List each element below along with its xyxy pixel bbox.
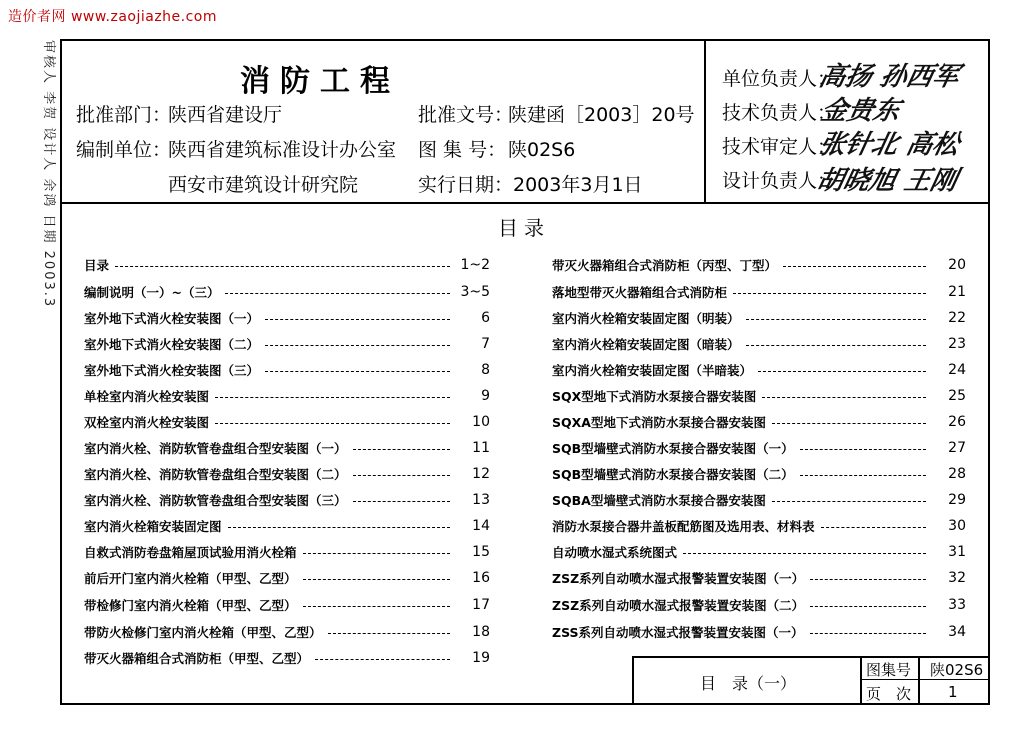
toc-row xyxy=(84,542,490,562)
leader-dashes xyxy=(810,633,926,634)
frame-bottom xyxy=(60,703,990,705)
atlas-no-label-box: 图集号 xyxy=(866,661,912,679)
frame-right xyxy=(988,39,990,705)
title-block-top xyxy=(632,656,990,658)
tech-approver-signature: 张针北 高松 xyxy=(816,130,962,160)
toc-row-title: 编制说明（一）~（三） xyxy=(84,285,220,300)
toc-row-page: 24 xyxy=(948,362,966,378)
toc-row xyxy=(84,386,490,406)
toc-row-title: ZSZ系列自动喷水湿式报警装置安装图（二） xyxy=(552,598,805,613)
toc-row xyxy=(552,255,966,275)
toc-row-page: 20 xyxy=(948,257,966,273)
tech-head-label: 技术负责人： xyxy=(722,102,837,124)
toc-row-page: 18 xyxy=(472,624,490,640)
atlas-no-value: 陕02S6 xyxy=(508,139,576,161)
toc-row xyxy=(84,464,490,484)
frame-top xyxy=(60,39,990,41)
toc-row-title: 室内消火栓箱安装固定图（暗装） xyxy=(552,337,740,352)
toc-row xyxy=(84,255,490,275)
toc-row xyxy=(552,568,966,588)
leader-dashes xyxy=(265,371,450,372)
toc-row xyxy=(84,412,490,432)
toc-row xyxy=(552,490,966,510)
toc-row-page: 26 xyxy=(948,414,966,430)
compiler-value-2: 西安市建筑设计研究院 xyxy=(168,174,359,196)
tech-approver-label: 技术审定人： xyxy=(722,136,837,158)
toc-row xyxy=(552,542,966,562)
leader-dashes xyxy=(353,501,450,502)
leader-dashes xyxy=(353,449,450,450)
design-head-signature: 胡晓旭 王刚 xyxy=(814,166,960,196)
toc-row-title: 前后开门室内消火栓箱（甲型、乙型） xyxy=(84,571,297,586)
toc-row xyxy=(552,282,966,302)
toc-row-title: ZSS系列自动喷水湿式报警装置安装图（一） xyxy=(552,625,804,640)
approver-value: 陕西省建设厅 xyxy=(168,104,283,126)
toc-row xyxy=(84,308,490,328)
leader-dashes xyxy=(683,553,926,554)
toc-row xyxy=(84,334,490,354)
toc-row-page: 34 xyxy=(948,624,966,640)
toc-row-page: 16 xyxy=(472,570,490,586)
toc-row-page: 13 xyxy=(472,492,490,508)
toc-row xyxy=(552,386,966,406)
toc-row-title: 消防水泵接合器井盖板配筋图及选用表、材料表 xyxy=(552,519,815,534)
header-divider xyxy=(60,202,990,204)
toc-row-page: 22 xyxy=(948,310,966,326)
side-strip-text: 审核人 李贺 设计人 余鸿 日期 2003.3 xyxy=(41,40,56,309)
toc-row-page: 29 xyxy=(948,492,966,508)
doc-no-value: 陕建函［2003］20号 xyxy=(508,104,695,126)
toc-row-page: 23 xyxy=(948,336,966,352)
toc-row-page: 32 xyxy=(948,570,966,586)
title-block-left xyxy=(632,656,634,704)
toc-row-title: 室内消火栓、消防软管卷盘组合型安装图（二） xyxy=(84,467,347,482)
toc-row-title: SQB型墙壁式消防水泵接合器安装图（二） xyxy=(552,467,794,482)
leader-dashes xyxy=(328,633,450,634)
compiler-value: 陕西省建筑标准设计办公室 xyxy=(168,139,397,161)
toc-row xyxy=(84,595,490,615)
toc-row xyxy=(552,438,966,458)
toc-row-page: 7 xyxy=(481,336,490,352)
title-block-divider-1 xyxy=(860,656,862,704)
effective-date-value: 2003年3月1日 xyxy=(513,174,643,196)
leader-dashes xyxy=(733,293,926,294)
leader-dashes xyxy=(315,659,450,660)
toc-row xyxy=(552,360,966,380)
toc-row xyxy=(552,622,966,642)
toc-row xyxy=(84,622,490,642)
toc-row xyxy=(552,308,966,328)
sheet-title: 目 录（一） xyxy=(700,674,797,693)
frame-left xyxy=(60,39,62,705)
leader-dashes xyxy=(800,449,926,450)
leader-dashes xyxy=(115,266,450,267)
toc-row-title: SQX型地下式消防水泵接合器安装图 xyxy=(552,389,757,404)
toc-row-page: 6 xyxy=(481,310,490,326)
toc-row-page: 1~2 xyxy=(460,257,490,273)
toc-row xyxy=(84,568,490,588)
leader-dashes xyxy=(303,579,450,580)
toc-title: 目录 xyxy=(498,216,550,240)
toc-row-title: 自救式消防卷盘箱屋顶试验用消火栓箱 xyxy=(84,545,297,560)
atlas-no-value-box: 陕02S6 xyxy=(930,661,984,679)
leader-dashes xyxy=(772,423,926,424)
leader-dashes xyxy=(353,475,450,476)
leader-dashes xyxy=(746,319,926,320)
toc-row-title: 室内消火栓箱安装固定图（明装） xyxy=(552,311,740,326)
leader-dashes xyxy=(783,266,926,267)
leader-dashes xyxy=(821,527,926,528)
watermark-text: 造价者网 www.zaojiazhe.com xyxy=(8,9,218,25)
leader-dashes xyxy=(265,319,450,320)
side-signature-strip xyxy=(41,40,60,380)
toc-row-title: 室内消火栓箱安装固定图（半暗装） xyxy=(552,363,753,378)
toc-row-title: 室内消火栓、消防软管卷盘组合型安装图（三） xyxy=(84,493,347,508)
toc-row-title: 带灭火器箱组合式消防柜（丙型、丁型） xyxy=(552,258,778,273)
leader-dashes xyxy=(215,423,450,424)
toc-row-title: 室内消火栓箱安装固定图 xyxy=(84,519,222,534)
toc-row xyxy=(84,360,490,380)
toc-row-page: 15 xyxy=(472,544,490,560)
toc-row-title: 室内消火栓、消防软管卷盘组合型安装图（一） xyxy=(84,441,347,456)
title-block-divider-2 xyxy=(918,656,920,704)
toc-row-title: 双栓室内消火栓安装图 xyxy=(84,415,210,430)
toc-row-title: 带检修门室内消火栓箱（甲型、乙型） xyxy=(84,598,297,613)
toc-row xyxy=(552,334,966,354)
toc-row-title: 落地型带灭火器箱组合式消防柜 xyxy=(552,285,728,300)
toc-row-title: 目录 xyxy=(84,258,110,273)
toc-row-title: SQB型墙壁式消防水泵接合器安装图（一） xyxy=(552,441,794,456)
leader-dashes xyxy=(225,293,450,294)
page-no-label: 页 次 xyxy=(866,685,912,703)
leader-dashes xyxy=(800,475,926,476)
toc-row-title: 室外地下式消火栓安装图（二） xyxy=(84,337,260,352)
toc-row xyxy=(84,282,490,302)
leader-dashes xyxy=(303,606,450,607)
toc-row-page: 25 xyxy=(948,388,966,404)
leader-dashes xyxy=(762,397,926,398)
toc-row-page: 14 xyxy=(472,518,490,534)
leader-dashes xyxy=(303,553,450,554)
toc-row-page: 12 xyxy=(472,466,490,482)
toc-row-title: 带灭火器箱组合式消防柜（甲型、乙型） xyxy=(84,651,310,666)
unit-head-label: 单位负责人： xyxy=(722,68,837,90)
toc-row-page: 10 xyxy=(472,414,490,430)
tech-head-signature: 金贵东 xyxy=(818,96,903,126)
effective-date-label: 实行日期： xyxy=(418,174,514,196)
toc-row-page: 3~5 xyxy=(460,284,490,300)
design-head-label: 设计负责人： xyxy=(722,170,837,192)
leader-dashes xyxy=(215,397,450,398)
toc-row-title: 室外地下式消火栓安装图（三） xyxy=(84,363,260,378)
toc-row-page: 19 xyxy=(472,650,490,666)
atlas-no-label: 图 集 号： xyxy=(418,139,507,161)
toc-row xyxy=(84,516,490,536)
unit-head-signature: 高扬 孙西军 xyxy=(816,62,962,92)
toc-row xyxy=(84,438,490,458)
toc-row-page: 9 xyxy=(481,388,490,404)
doc-no-label: 批准文号： xyxy=(418,104,514,126)
toc-row-title: ZSZ系列自动喷水湿式报警装置安装图（一） xyxy=(552,571,805,586)
toc-row-page: 27 xyxy=(948,440,966,456)
toc-row-title: SQXA型地下式消防水泵接合器安装图 xyxy=(552,415,766,430)
leader-dashes xyxy=(746,345,926,346)
leader-dashes xyxy=(228,527,450,528)
toc-row-title: 带防火检修门室内消火栓箱（甲型、乙型） xyxy=(84,625,322,640)
leader-dashes xyxy=(265,345,450,346)
toc-row-title: 单栓室内消火栓安装图 xyxy=(84,389,210,404)
toc-row-page: 11 xyxy=(472,440,490,456)
toc-row-page: 28 xyxy=(948,466,966,482)
toc-row xyxy=(552,595,966,615)
toc-row-title: 自动喷水湿式系统图式 xyxy=(552,545,678,560)
toc-row-page: 31 xyxy=(948,544,966,560)
leader-dashes xyxy=(810,579,926,580)
page-no-value: 1 xyxy=(948,683,958,701)
toc-row-page: 30 xyxy=(948,518,966,534)
toc-row-title: 室外地下式消火栓安装图（一） xyxy=(84,311,260,326)
toc-row xyxy=(552,516,966,536)
toc-row xyxy=(552,464,966,484)
leader-dashes xyxy=(758,371,926,372)
toc-row xyxy=(552,412,966,432)
toc-row xyxy=(84,648,490,668)
toc-row-title: SQBA型墙壁式消防水泵接合器安装图 xyxy=(552,493,766,508)
page-title: 消防工程 xyxy=(240,64,400,99)
leader-dashes xyxy=(772,501,926,502)
compiler-label: 编制单位： xyxy=(76,139,172,161)
toc-row xyxy=(84,490,490,510)
header-vertical-divider xyxy=(704,39,706,203)
toc-row-page: 17 xyxy=(472,597,490,613)
toc-row-page: 8 xyxy=(481,362,490,378)
leader-dashes xyxy=(810,606,926,607)
approver-label: 批准部门： xyxy=(76,104,172,126)
toc-row-page: 33 xyxy=(948,597,966,613)
toc-row-page: 21 xyxy=(948,284,966,300)
